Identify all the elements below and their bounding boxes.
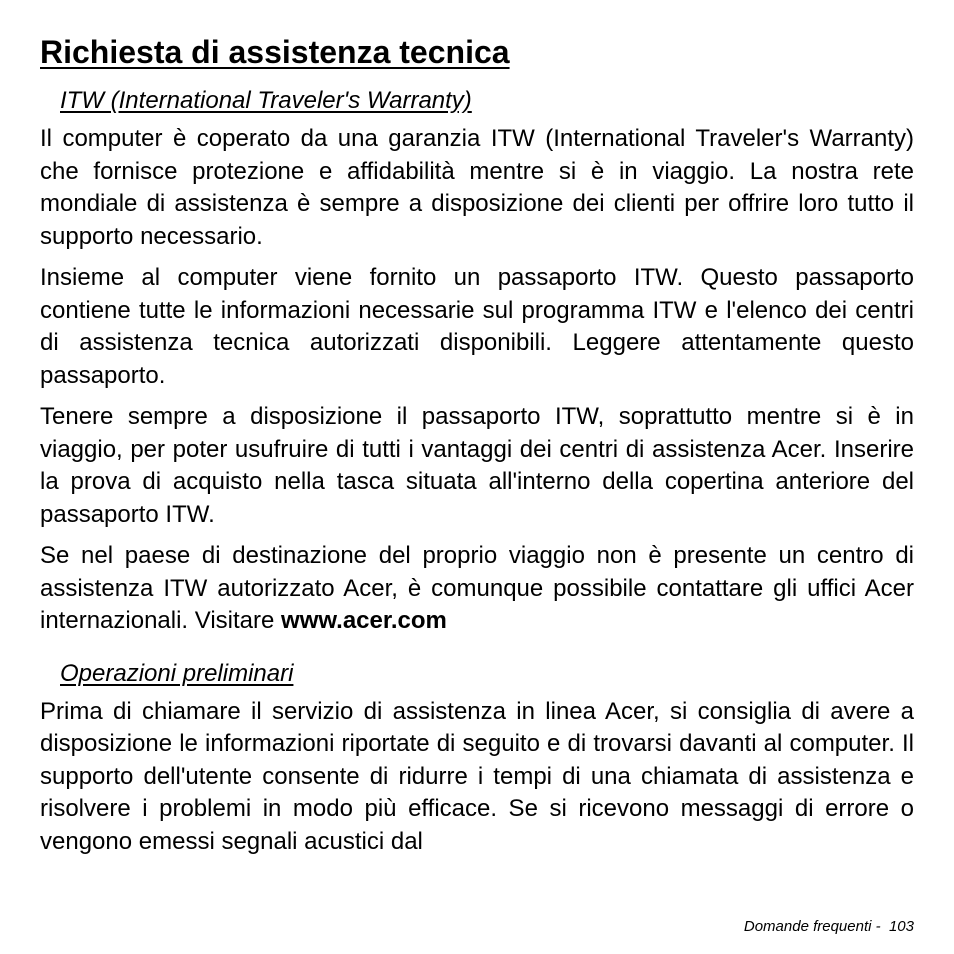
footer-section-name: Domande frequenti - <box>743 918 881 935</box>
paragraph-itw-4-text: Se nel paese di destinazione del proprio viaggio non è presente un centro di assistenza ITW autorizzato Acer, è comunque possibile contattare gli uffici Acer internazionali. Visitare <box>40 542 914 634</box>
document-page <box>40 30 914 858</box>
paragraph-itw-1: Il computer è coperato da una garanzia ITW (International Traveler's Warranty) che fornisce protezione e affidabilità mentre si è in viaggio. La nostra rete mondiale di assistenza è sempre a disposizione dei clienti per offrire loro tutto il supporto necessario. <box>40 125 914 250</box>
paragraph-preliminary-1: Prima di chiamare il servizio di assistenza in linea Acer, si consiglia di avere a disposizione le informazioni riportate di seguito e di trovarsi davanti al computer. Il supporto dell'utente consente di ridurre i tempi di una chiamata di assistenza e risolvere i problemi in modo più efficace. Se si ricevono messaggi di errore o vengono emessi segnali acustici dal <box>40 697 914 855</box>
page-footer <box>744 918 914 935</box>
section-heading-preliminary: Operazioni preliminari <box>60 659 294 687</box>
page-title: Richiesta di assistenza tecnica <box>40 34 510 70</box>
paragraph-itw-3: Tenere sempre a disposizione il passaporto ITW, soprattutto mentre si è in viaggio, per poter usufruire di tutti i vantaggi dei centri di assistenza Acer. Inserire la prova di acquisto nella tasca situata all'interno della copertina anteriore del passaporto ITW. <box>40 403 914 528</box>
footer-page-number: 103 <box>888 918 914 935</box>
paragraph-itw-2: Insieme al computer viene fornito un passaporto ITW. Questo passaporto contiene tutte le informazioni necessarie sul programma ITW e l'elenco dei centri di assistenza tecnica autorizzati disponibili. Leggere attentamente questo passaporto. <box>40 264 914 389</box>
paragraph-itw-4 <box>40 540 914 638</box>
section-heading-itw: ITW (International Traveler's Warranty) <box>60 87 472 114</box>
acer-website-link[interactable]: www.acer.com <box>281 607 447 634</box>
